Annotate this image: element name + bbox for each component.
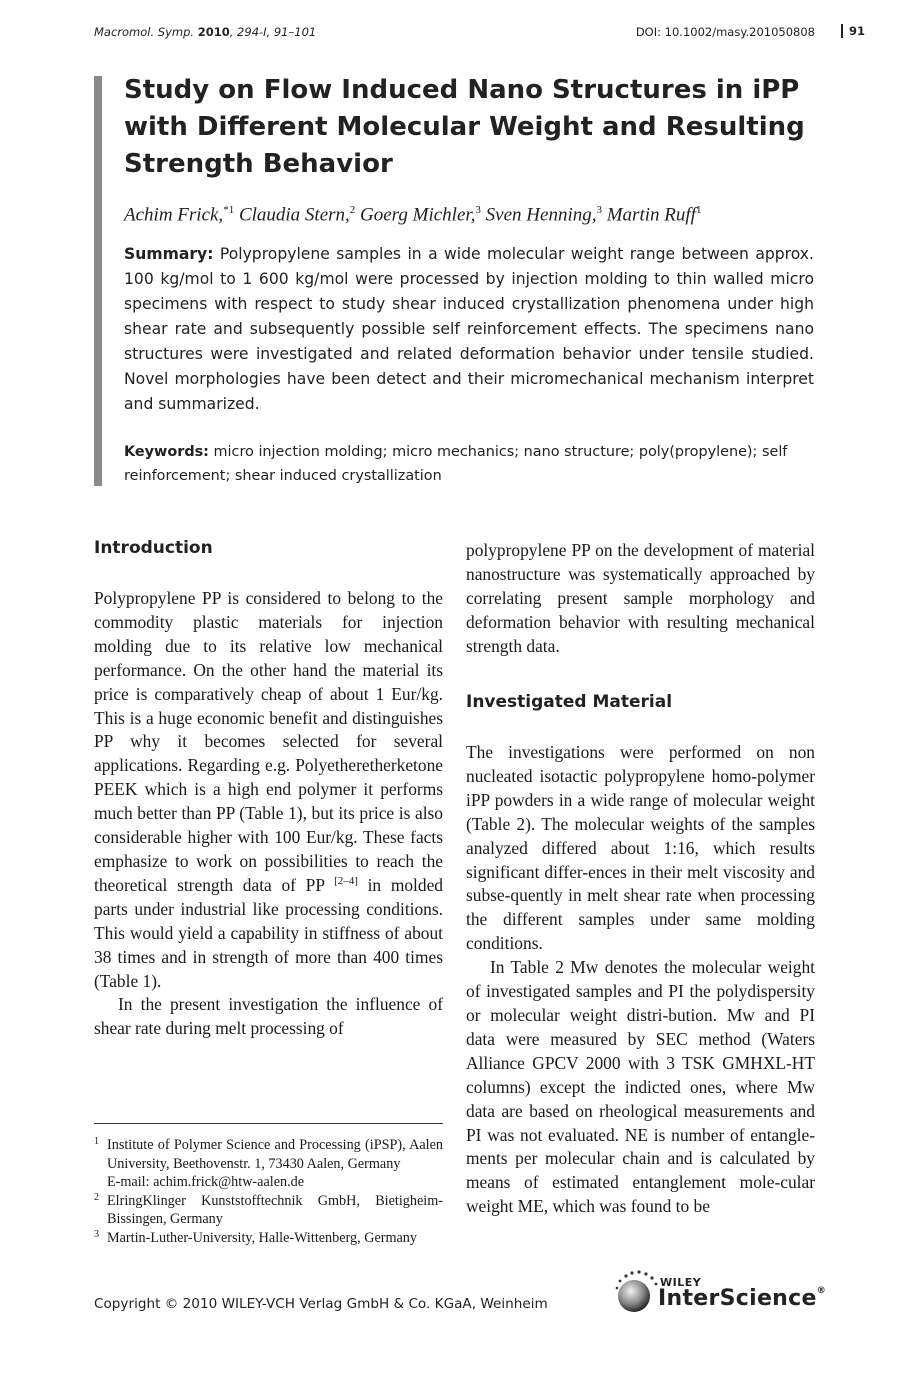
- section-heading-introduction: Introduction: [94, 538, 213, 558]
- footnote: 3 Martin-Luther-University, Halle-Wittenberg, Germany: [94, 1228, 417, 1246]
- paragraph: In the present investigation the influence of shear rate during melt processing of: [94, 994, 443, 1039]
- logo-wiley-text: WILEY: [660, 1276, 702, 1289]
- footnotes: [94, 1136, 443, 1247]
- running-head: [94, 25, 865, 43]
- abstract: [124, 242, 814, 417]
- author-affiliation: 1: [695, 204, 702, 216]
- footnote: 1 Institute of Polymer Science and Processing (iPSP), Aalen University, Beethovenstr. 1, 73430 Aalen, Germany E-mail: achim.frick@htw-aalen.de: [94, 1136, 443, 1190]
- publisher-logo: [612, 1266, 827, 1318]
- doi: DOI: 10.1002/masy.201050808: [635, 25, 815, 39]
- author: Achim Frick,: [124, 204, 224, 226]
- right-column-intro-continuation: [466, 539, 815, 659]
- article-title: Study on Flow Induced Nano Structures in iPP with Different Molecular Weight and Resulting Strength Behavior: [124, 75, 805, 179]
- paragraph: polypropylene PP on the development of material nanostructure was systematically approached by correlating present sample morphology and deformation behavior with resulting mechanical strength data.: [466, 540, 815, 656]
- author-list: [124, 197, 814, 228]
- author: Sven Henning,: [485, 204, 597, 226]
- author-affiliation: *1: [223, 204, 235, 216]
- citation: [2–4]: [334, 875, 358, 888]
- footnote: 2 ElringKlinger Kunststofftechnik GmbH, Bietigheim-Bissingen, Germany: [94, 1191, 443, 1227]
- paragraph: In Table 2 Mw denotes the molecular weight of investigated samples and PI the polydispersity or molecular weight distri-bution. Mw and PI data were measured by SEC method (Waters Alliance GPCV 2000 with 3 TSK GMHXL-HT columns) except the indicted ones, where Mw data are based on rheological measurements and PI was not evaluated. NE is number of entangle-ments per molecular chain and is calculated by means of estimated entanglement mole-cular weight ME, which was found to be: [466, 957, 815, 1217]
- paragraph: The investigations were performed on non nucleated isotactic polypropylene homo-polymer iPP powders in a wide range of molecular weight (Table 2). The molecular weights of the samples analyzed differed about 1:16, which results significant differ-ences in their melt viscosity and subse-quently in melt shear rate when processing the different samples under same molding conditions.: [466, 742, 815, 954]
- author-affiliation: 3: [475, 204, 481, 216]
- author-affiliation: 2: [349, 204, 356, 216]
- globe-icon: [612, 1268, 662, 1318]
- journal-citation: Macromol. Symp. 2010, 294-I, 91–101: [94, 25, 317, 39]
- author-affiliation: 3: [596, 204, 602, 216]
- keywords: [124, 440, 814, 488]
- footnote-divider: [94, 1123, 443, 1124]
- abstract-text: Polypropylene samples in a wide molecular weight range between approx. 100 kg/mol to 1 600 kg/mol were processed by injection molding to thin walled micro specimens with respect to study shear induced crystallization phenomena under high shear rate and subsequently possible self reinforcement effects. The specimens nano structures were investigated and related deformation behavior under tensile studied. Novel morphologies have been detect and their micromechanical mechanism interpret and summarized.: [124, 245, 814, 413]
- abstract-label: Summary:: [124, 245, 214, 263]
- page-number: 91: [841, 24, 865, 38]
- copyright-notice: Copyright © 2010 WILEY-VCH Verlag GmbH & Co. KGaA, Weinheim: [94, 1296, 548, 1312]
- paragraph: Polypropylene PP is considered to belong to the commodity plastic materials for injection molding due to its relative low mechanical performance. On the other hand the material its price is comparatively cheap of about 1 Eur/kg. This is a huge economic benefit and distinguishes PP why it becomes selected for several applications. Regarding e.g. Polyetheretherketone PEEK which is a high end polymer it performs much better than PP (Table 1), but its price is also considerable higher with 100 Eur/kg. These facts emphasize to work on possibilities to reach the theoretical strength data of PP [2–4] in molded parts under industrial like processing conditions. This would yield a capability in stiffness of about 38 times and in strength of more than 400 times (Table 1).: [94, 588, 443, 991]
- author: Claudia Stern,: [238, 204, 350, 226]
- left-column: [94, 587, 443, 1041]
- abstract-side-bar: [94, 76, 102, 486]
- author: Goerg Michler,: [360, 204, 476, 226]
- author: Martin Ruff: [606, 204, 696, 226]
- right-column: [466, 741, 815, 1219]
- keywords-text: micro injection molding; micro mechanics; nano structure; poly(propylene); self reinforcement; shear induced crystallization: [124, 444, 788, 484]
- logo-interscience-text: InterScience®: [658, 1286, 827, 1311]
- section-heading-investigated-material: Investigated Material: [466, 692, 673, 712]
- keywords-label: Keywords:: [124, 444, 209, 460]
- author-email: E-mail: achim.frick@htw-aalen.de: [107, 1174, 305, 1190]
